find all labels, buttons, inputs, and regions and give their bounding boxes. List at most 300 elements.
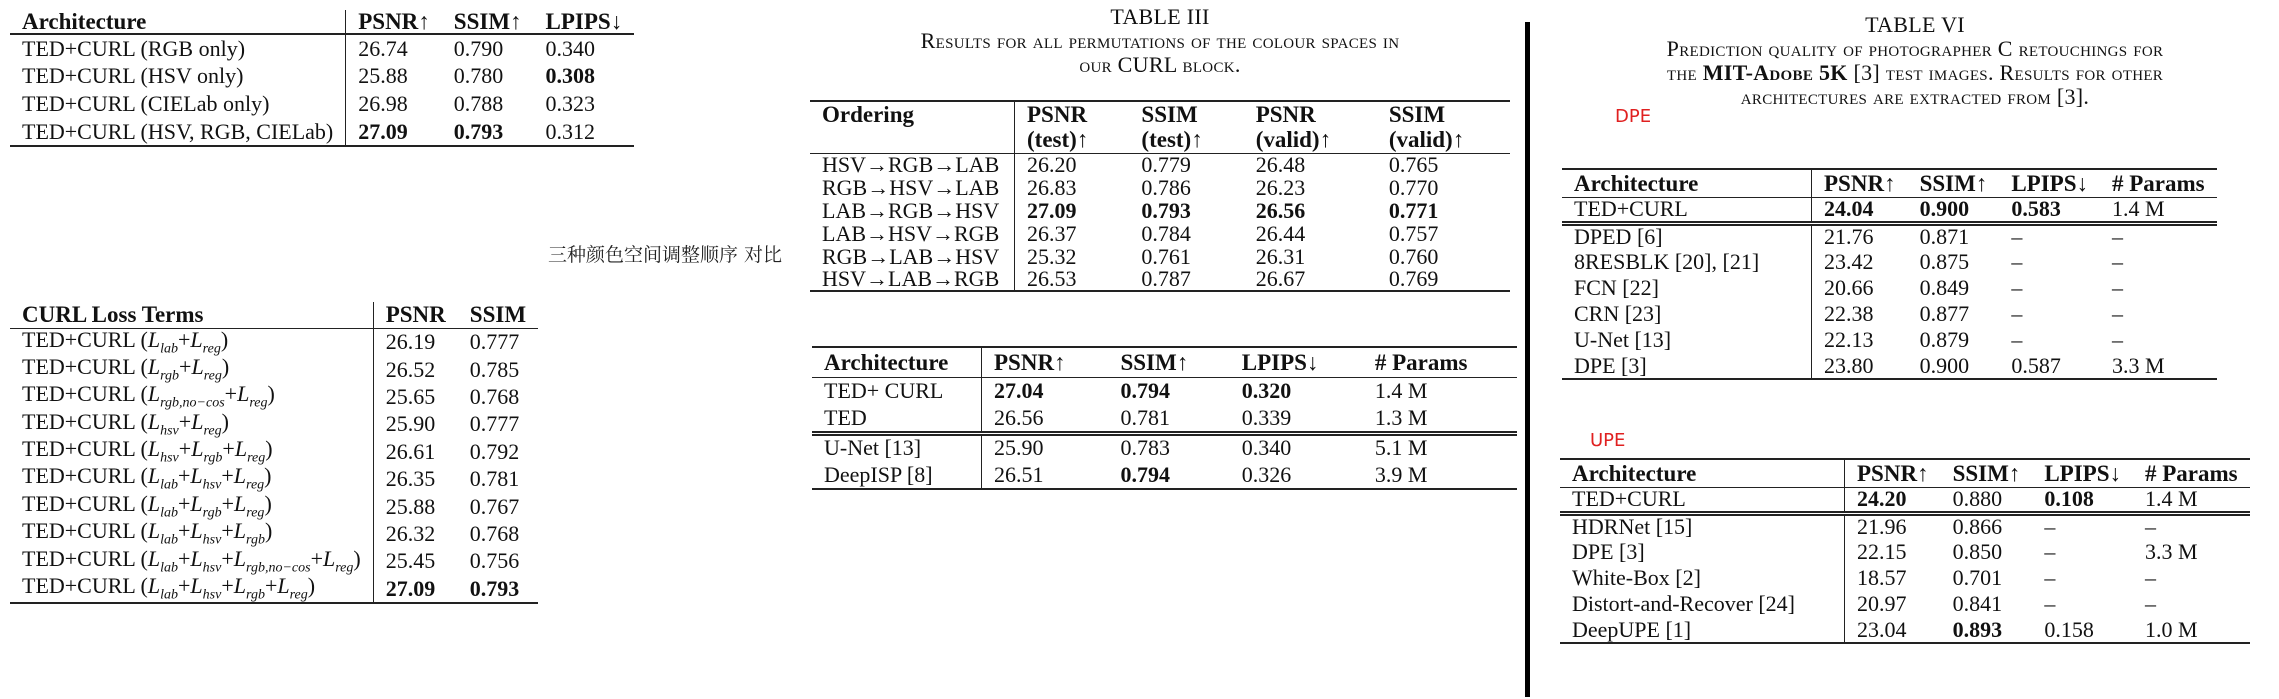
row-name: DPED [6]	[1562, 223, 1812, 249]
loss-term-subscript: lab	[160, 505, 178, 521]
loss-term-subscript: reg	[246, 505, 265, 521]
lpips-value: 0.323	[545, 91, 596, 116]
params-value: 1.3 M	[1363, 405, 1517, 433]
col-psnr-test: PSNR	[1027, 102, 1088, 127]
table-row	[810, 222, 1510, 245]
row-name: DeepISP [8]	[812, 461, 982, 489]
ssim-value: 0.788	[453, 91, 504, 116]
loss-term: $L_{rgb,no-cos}$	[147, 381, 225, 411]
psnr-value: 27.09	[346, 118, 442, 146]
psnr-valid-value: 26.23	[1255, 174, 1306, 200]
loss-term: $L_{rgb,no-cos}$	[233, 545, 311, 576]
loss-term-subscript: reg	[249, 395, 268, 411]
psnr-value: 23.42	[1824, 249, 1874, 274]
loss-terms-cell: TED+CURL $(L_{lab}+L_{hsv}+L_{reg})$	[10, 465, 373, 492]
loss-term-subscript: rgb	[246, 532, 265, 548]
ssim-value: 0.780	[453, 63, 504, 88]
loss-term: $L_{hsv}$	[190, 545, 222, 576]
loss-term: $L_{reg}$	[322, 545, 354, 576]
psnr-value: 27.04	[994, 378, 1044, 404]
ssim-value: 0.841	[1952, 591, 2003, 616]
ssim-value: 0.781	[469, 466, 520, 492]
psnr-value: 18.57	[1857, 565, 1907, 590]
architecture-table	[812, 346, 1517, 490]
upe-body	[1560, 487, 2250, 643]
ordering-value: RGB→HSV→LAB	[810, 176, 1015, 199]
col-psnr-valid-sub: (valid)↑	[1244, 127, 1377, 153]
col-ssim-valid: SSIM	[1388, 102, 1446, 127]
ssim-value: 0.768	[469, 383, 520, 409]
ssim-valid-value: 0.770	[1388, 174, 1439, 200]
psnr-test-value: 27.09	[1027, 197, 1077, 223]
table-row	[810, 245, 1510, 268]
col-psnr: PSNR↑	[982, 347, 1109, 377]
table-row	[10, 62, 634, 90]
caption-text: the	[1666, 60, 1703, 85]
ssim-value: 0.877	[1919, 301, 1970, 326]
psnr-valid-value: 26.48	[1255, 151, 1306, 177]
loss-term-subscript: reg	[202, 340, 221, 356]
loss-term-subscript: reg	[203, 423, 222, 439]
psnr-value: 26.74	[358, 35, 408, 61]
row-name: TED+CURL	[1562, 197, 1812, 223]
ordering-value: RGB→LAB→HSV	[810, 245, 1015, 268]
table-row	[1560, 617, 2250, 643]
table-row	[1562, 275, 2217, 301]
col-lpips: LPIPS↓	[534, 10, 635, 34]
psnr-test-value: 26.83	[1027, 174, 1077, 200]
row-name: TED+CURL	[1560, 487, 1845, 513]
ssim-valid-value: 0.757	[1388, 220, 1439, 246]
loss-term-subscript: rgb,no−cos	[160, 395, 225, 411]
col-params: # Params	[2133, 459, 2250, 487]
ssim-test-value: 0.786	[1141, 174, 1191, 200]
ssim-value: 0.768	[469, 520, 520, 546]
row-name: TED+ CURL	[812, 377, 982, 405]
loss-terms-cell: TED+CURL $(L_{lab}+L_{hsv}+L_{rgb})$	[10, 520, 373, 547]
col-ssim: SSIM↑	[1941, 459, 2033, 487]
col-psnr: PSNR	[373, 302, 458, 328]
col-psnr: PSNR↑	[346, 10, 442, 34]
ssim-value: 0.756	[469, 548, 520, 574]
loss-term-subscript: lab	[160, 532, 178, 548]
loss-term-subscript: reg	[246, 477, 265, 493]
loss-terms-cell: TED+CURL $(L_{rgb,no-cos}+L_{reg})$	[10, 383, 373, 410]
psnr-value: 26.98	[358, 91, 408, 116]
psnr-value: 22.13	[1824, 327, 1874, 352]
table-row	[1562, 301, 2217, 327]
loss-term: $L_{rgb}$	[191, 436, 223, 466]
loss-term-subscript: lab	[160, 587, 178, 603]
row-name: DeepUPE [1]	[1560, 617, 1845, 643]
params-value: –	[2112, 275, 2123, 300]
loss-term: $L_{lab}$	[147, 490, 178, 521]
loss-term-subscript: hsv	[202, 560, 222, 576]
lpips-value: –	[2011, 249, 2023, 274]
loss-term: $L_{lab}$	[147, 518, 178, 548]
loss-term-subscript: rgb	[160, 368, 180, 384]
col-lpips: LPIPS↓	[1230, 347, 1363, 377]
table6-label: TABLE VI	[1865, 12, 1965, 37]
chinese-annotation: 三种颜色空间调整顺序 对比	[548, 244, 783, 266]
psnr-value: 26.52	[385, 356, 436, 382]
lpips-value: –	[2011, 327, 2023, 352]
table6-caption-line1: Prediction quality of photographer C retouchings for	[1666, 36, 2164, 61]
col-architecture: Architecture	[1562, 169, 1812, 197]
ssim-valid-value: 0.760	[1388, 243, 1439, 269]
table-row	[10, 411, 538, 438]
ssim-value: 0.777	[469, 329, 520, 355]
ssim-value: 0.794	[1108, 461, 1229, 489]
col-params: # Params	[2100, 169, 2217, 197]
loss-term: $L_{reg}$	[277, 573, 308, 603]
loss-term: $L_{hsv}$	[190, 518, 222, 548]
table-row	[812, 405, 1517, 433]
ssim-test-value: 0.793	[1141, 197, 1191, 223]
params-value: 5.1 M	[1374, 435, 1428, 461]
caption-text: [3] test images. Results for other	[1847, 60, 2164, 85]
table-row	[1560, 513, 2250, 539]
loss-terms-cell: TED+CURL $(L_{hsv}+L_{rgb}+L_{reg})$	[10, 438, 373, 465]
row-name: U-Net [13]	[812, 433, 982, 461]
params-value: 3.3 M	[2145, 539, 2198, 564]
table3-caption-line1: Results for all permutations of the colour spaces in	[920, 28, 1400, 53]
psnr-test-value: 26.37	[1027, 220, 1077, 246]
psnr-value: 20.97	[1857, 591, 1907, 616]
lpips-value: 0.340	[1241, 435, 1292, 461]
psnr-value: 26.32	[385, 520, 436, 546]
psnr-valid-value: 26.31	[1255, 243, 1306, 269]
col-ssim: SSIM↑	[1108, 347, 1229, 377]
loss-term-subscript: rgb	[202, 505, 222, 521]
row-name: TED	[812, 405, 982, 433]
ssim-value: 0.850	[1952, 539, 2003, 564]
ssim-value: 0.879	[1919, 327, 1970, 352]
col-ssim: SSIM↑	[1908, 169, 2000, 197]
psnr-value: 25.65	[385, 383, 436, 409]
table-row	[10, 34, 634, 62]
dpe-note: DPE	[1615, 106, 1652, 127]
loss-terms-body	[10, 328, 538, 603]
psnr-value: 26.51	[982, 461, 1109, 489]
loss-term-subscript: lab	[160, 477, 178, 493]
ordering-value: HSV→RGB→LAB	[810, 153, 1015, 176]
ordering-value: HSV→LAB→RGB	[810, 268, 1015, 291]
ordering-value: LAB→HSV→RGB	[810, 222, 1015, 245]
table-row	[10, 328, 538, 356]
psnr-value: 26.35	[385, 466, 436, 492]
psnr-test-value: 25.32	[1027, 243, 1077, 269]
table-row	[1562, 327, 2217, 353]
table-row	[1560, 539, 2250, 565]
upe-note: UPE	[1590, 430, 1626, 451]
psnr-test-value: 26.53	[1015, 268, 1130, 291]
lpips-value: 0.108	[2032, 487, 2133, 513]
loss-terms-cell: TED+CURL $(L_{hsv}+L_{reg})$	[10, 411, 373, 438]
ssim-value: 0.893	[1941, 617, 2033, 643]
table-row	[1562, 353, 2217, 379]
psnr-value: 25.88	[385, 493, 436, 519]
loss-term-subscript: reg	[203, 368, 222, 384]
lpips-value: 0.158	[2032, 617, 2133, 643]
table-row	[1562, 249, 2217, 275]
psnr-value: 23.80	[1812, 353, 1908, 379]
loss-term-subscript: reg	[289, 587, 308, 603]
table-row	[10, 575, 538, 603]
row-name: Distort-and-Recover [24]	[1560, 591, 1845, 617]
dpe-table	[1562, 168, 2217, 380]
loss-term-subscript: rgb	[203, 450, 223, 466]
row-name: TED+CURL (RGB only)	[10, 34, 346, 62]
ssim-value: 0.777	[469, 411, 520, 437]
ssim-test-value: 0.784	[1141, 220, 1191, 246]
table-row	[1560, 591, 2250, 617]
params-value: –	[2145, 514, 2156, 540]
loss-term: $L_{hsv}$	[147, 408, 179, 439]
loss-term: $L_{lab}$	[147, 463, 178, 493]
loss-term: $L_{reg}$	[191, 408, 222, 439]
loss-term: $L_{reg}$	[234, 490, 265, 521]
table-row	[810, 199, 1510, 222]
loss-term-subscript: hsv	[202, 532, 222, 548]
psnr-value: 23.04	[1845, 617, 1941, 643]
psnr-value: 25.90	[994, 435, 1044, 461]
table-row	[10, 465, 538, 492]
table-row	[1562, 197, 2217, 223]
ssim-value: 0.900	[1908, 197, 2000, 223]
ssim-value: 0.871	[1919, 224, 1970, 250]
params-value: –	[2112, 301, 2123, 326]
ssim-valid-value: 0.765	[1388, 151, 1439, 177]
ssim-value: 0.794	[1120, 378, 1170, 404]
loss-terms-cell: TED+CURL $(L_{lab}+L_{hsv}+L_{rgb}+L_{reg})$	[10, 575, 373, 603]
ssim-test-value: 0.761	[1141, 243, 1191, 269]
ssim-value: 0.793	[442, 118, 534, 146]
loss-term: $L_{reg}$	[237, 381, 268, 411]
row-name: HDRNet [15]	[1560, 513, 1845, 539]
col-ordering-sub	[810, 127, 1015, 153]
loss-term: $L_{lab}$	[147, 573, 178, 603]
table3-label: TABLE III	[1110, 4, 1210, 29]
col-ssim: SSIM	[458, 302, 538, 328]
psnr-value: 26.56	[982, 405, 1109, 433]
psnr-value: 26.19	[385, 329, 436, 355]
table-row	[10, 90, 634, 118]
table-row	[1560, 487, 2250, 513]
vertical-divider	[1525, 22, 1530, 697]
loss-term: $L_{hsv}$	[190, 573, 222, 603]
loss-terms-cell: TED+CURL $(L_{lab}+L_{rgb}+L_{reg})$	[10, 493, 373, 520]
lpips-value: –	[2011, 275, 2023, 300]
upe-table	[1560, 458, 2250, 644]
lpips-value: 0.583	[1999, 197, 2100, 223]
loss-term-subscript: lab	[160, 340, 178, 356]
loss-term-subscript: hsv	[160, 450, 179, 466]
col-psnr: PSNR↑	[1812, 169, 1908, 197]
col-ssim-test: SSIM	[1141, 102, 1198, 127]
col-architecture: Architecture	[10, 10, 346, 34]
table-row	[10, 438, 538, 465]
ordering-value: LAB→RGB→HSV	[810, 199, 1015, 222]
loss-term-subscript: reg	[247, 450, 266, 466]
lpips-value: –	[2011, 224, 2023, 250]
params-value: 1.4 M	[1374, 378, 1428, 404]
params-value: 1.0 M	[2133, 617, 2250, 643]
col-lpips: LPIPS↓	[1999, 169, 2100, 197]
loss-term: $L_{rgb}$	[233, 518, 265, 548]
row-name: White-Box [2]	[1560, 565, 1845, 591]
psnr-value: 26.61	[385, 438, 436, 464]
ssim-value: 0.793	[458, 575, 538, 603]
table-row	[810, 268, 1510, 291]
dataset-name: MIT-Adobe 5K	[1702, 60, 1848, 85]
table-row	[10, 118, 634, 146]
ssim-value: 0.785	[469, 356, 520, 382]
params-value: 1.4 M	[2100, 197, 2217, 223]
psnr-value: 25.88	[358, 63, 408, 88]
loss-terms-table	[10, 302, 538, 604]
psnr-value: 27.09	[373, 575, 458, 603]
ssim-value: 0.875	[1919, 249, 1970, 274]
col-ssim-valid-sub: (valid)↑	[1377, 127, 1510, 153]
table-row	[10, 493, 538, 520]
lpips-value: –	[2011, 301, 2023, 326]
col-psnr-valid: PSNR	[1255, 102, 1316, 127]
loss-term-subscript: lab	[160, 560, 178, 576]
ssim-value: 0.900	[1908, 353, 2000, 379]
lpips-value: 0.312	[534, 118, 635, 146]
psnr-value: 21.76	[1824, 224, 1874, 250]
ssim-value: 0.701	[1952, 565, 2003, 590]
col-ordering: Ordering	[810, 101, 1015, 127]
row-name: DPE [3]	[1562, 353, 1812, 379]
loss-terms-cell: TED+CURL $(L_{rgb}+L_{reg})$	[10, 356, 373, 383]
loss-term: $L_{reg}$	[233, 463, 265, 493]
table-row	[812, 461, 1517, 489]
loss-term: $L_{lab}$	[147, 545, 178, 576]
lpips-value: 0.340	[545, 35, 596, 61]
psnr-value: 20.66	[1824, 275, 1874, 300]
psnr-test-value: 26.20	[1027, 151, 1077, 177]
col-ssim: SSIM↑	[442, 10, 534, 34]
psnr-valid-value: 26.67	[1244, 268, 1377, 291]
permutations-body	[810, 153, 1510, 291]
lpips-value: 0.326	[1230, 461, 1363, 489]
ssim-valid-value: 0.769	[1377, 268, 1510, 291]
lpips-value: 0.587	[1999, 353, 2100, 379]
table-row	[1562, 223, 2217, 249]
loss-term: $L_{rgb}$	[233, 573, 265, 603]
loss-term: $L_{reg}$	[191, 353, 222, 384]
psnr-value: 25.90	[385, 411, 436, 437]
params-value: 3.9 M	[1363, 461, 1517, 489]
lpips-value: –	[2044, 539, 2056, 564]
lpips-value: –	[2044, 514, 2056, 540]
ssim-valid-value: 0.771	[1388, 197, 1439, 223]
row-name: TED+CURL (HSV only)	[10, 62, 346, 90]
dpe-body	[1562, 197, 2217, 379]
loss-term: $L_{rgb}$	[190, 490, 222, 521]
psnr-value: 22.38	[1824, 301, 1874, 326]
ssim-test-value: 0.779	[1141, 151, 1191, 177]
colour-space-table	[10, 10, 634, 147]
row-name: DPE [3]	[1560, 539, 1845, 565]
ssim-value: 0.767	[469, 493, 520, 519]
table-row	[10, 356, 538, 383]
table6-caption-line2	[1560, 60, 2270, 85]
params-value: –	[2112, 249, 2123, 274]
psnr-value: 24.04	[1812, 197, 1908, 223]
row-name: FCN [22]	[1562, 275, 1812, 301]
params-value: –	[2145, 565, 2156, 590]
psnr-valid-value: 26.44	[1255, 220, 1306, 246]
col-lpips: LPIPS↓	[2032, 459, 2133, 487]
row-name: TED+CURL (CIELab only)	[10, 90, 346, 118]
table-row	[10, 548, 538, 575]
table-row	[10, 520, 538, 547]
row-name: 8RESBLK [20], [21]	[1562, 249, 1812, 275]
loss-term-subscript: rgb,no−cos	[246, 560, 311, 576]
col-params: # Params	[1363, 347, 1517, 377]
table-row	[1560, 565, 2250, 591]
psnr-value: 24.20	[1845, 487, 1941, 513]
col-ssim-test-sub: (test)↑	[1129, 127, 1243, 153]
row-name: CRN [23]	[1562, 301, 1812, 327]
col-psnr: PSNR↑	[1845, 459, 1941, 487]
ssim-test-value: 0.787	[1129, 268, 1243, 291]
row-name: TED+CURL (HSV, RGB, CIELab)	[10, 118, 346, 146]
lpips-value: 0.339	[1230, 405, 1363, 433]
col-architecture: Architecture	[1560, 459, 1845, 487]
col-psnr-test-sub: (test)↑	[1015, 127, 1130, 153]
lpips-value: 0.320	[1241, 378, 1292, 404]
ssim-value: 0.790	[453, 35, 504, 61]
loss-terms-cell: TED+CURL $(L_{lab}+L_{reg})$	[10, 328, 373, 356]
row-name: U-Net [13]	[1562, 327, 1812, 353]
params-value: –	[2145, 591, 2156, 616]
ssim-value: 0.880	[1941, 487, 2033, 513]
lpips-value: –	[2044, 591, 2056, 616]
ssim-value: 0.781	[1108, 405, 1229, 433]
params-value: –	[2112, 224, 2123, 250]
ssim-value: 0.783	[1120, 435, 1170, 461]
loss-term-subscript: hsv	[160, 423, 179, 439]
loss-term: $L_{rgb}$	[147, 353, 180, 384]
loss-term: $L_{reg}$	[190, 326, 221, 356]
table6-caption-line3: architectures are extracted from [3].	[1740, 84, 2090, 109]
loss-term: $L_{hsv}$	[147, 436, 179, 466]
lpips-value: –	[2044, 565, 2056, 590]
loss-terms-cell: TED+CURL $(L_{lab}+L_{hsv}+L_{rgb,no-cos}+L_{reg})$	[10, 548, 373, 575]
params-value: 1.4 M	[2133, 487, 2250, 513]
loss-term-subscript: rgb	[246, 587, 265, 603]
psnr-value: 25.45	[385, 548, 436, 574]
loss-term-subscript: hsv	[202, 477, 222, 493]
ssim-value: 0.792	[469, 438, 520, 464]
loss-term: $L_{hsv}$	[190, 463, 222, 493]
col-architecture: Architecture	[812, 347, 982, 377]
psnr-valid-value: 26.56	[1255, 197, 1306, 223]
loss-term-subscript: reg	[335, 560, 354, 576]
col-loss-terms: CURL Loss Terms	[10, 302, 373, 328]
table-row	[10, 383, 538, 410]
table-row	[810, 176, 1510, 199]
ssim-value: 0.849	[1919, 275, 1970, 300]
psnr-value: 22.15	[1857, 539, 1907, 564]
loss-term-subscript: hsv	[202, 587, 222, 603]
params-value: 3.3 M	[2100, 353, 2217, 379]
lpips-value: 0.308	[545, 63, 596, 88]
